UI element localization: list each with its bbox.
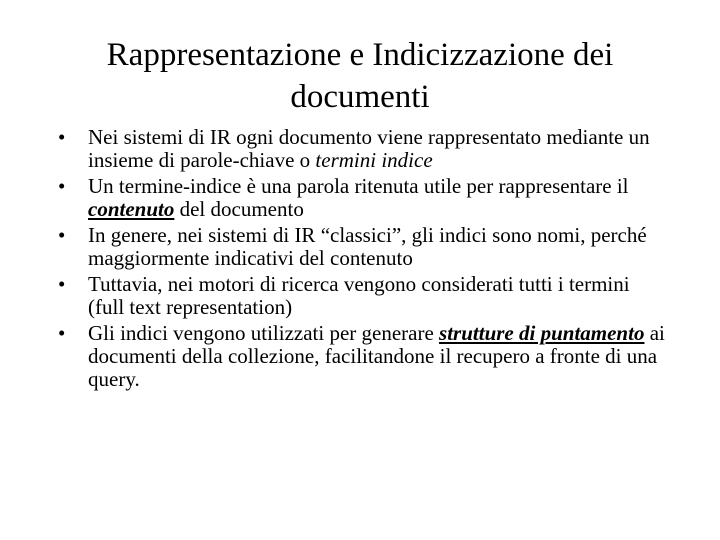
bullet-text: Nei sistemi di IR ogni documento viene rappresentato mediante un insieme di parole-chiave o [88,125,650,172]
slide-title [60,34,660,118]
bullet-icon: • [58,223,66,247]
bullet-item [58,126,668,172]
bullet-text: Un termine-indice è una parola ritenuta utile per rappresentare il [88,174,629,198]
title-line-2: documenti [290,79,430,115]
bullet-text: del documento [174,197,304,221]
bullet-text: ai documenti della collezione, facilitandone il recupero a fronte di una query. [88,321,665,391]
bullet-emphasis: contenuto [88,197,175,221]
title-line-1: Rappresentazione e Indicizzazione dei [106,37,614,73]
bullet-item [58,175,668,221]
bullet-list [58,126,668,394]
bullet-icon: • [58,174,66,198]
bullet-item [58,224,668,270]
bullet-text: In genere, nei sistemi di IR “classici”, gli indici sono nomi, perché maggiormente indicativi del contenuto [88,223,647,270]
bullet-item [58,273,668,319]
bullet-text: Gli indici vengono utilizzati per generare [88,321,440,345]
bullet-icon: • [58,272,66,296]
bullet-text: Tuttavia, nei motori di ricerca vengono considerati tutti i termini (full text representation) [88,272,630,319]
bullet-item [58,322,668,391]
bullet-emphasis: termini indice [315,148,433,172]
bullet-icon: • [58,125,66,149]
bullet-emphasis: strutture di puntamento [439,321,645,345]
bullet-icon: • [58,321,66,345]
